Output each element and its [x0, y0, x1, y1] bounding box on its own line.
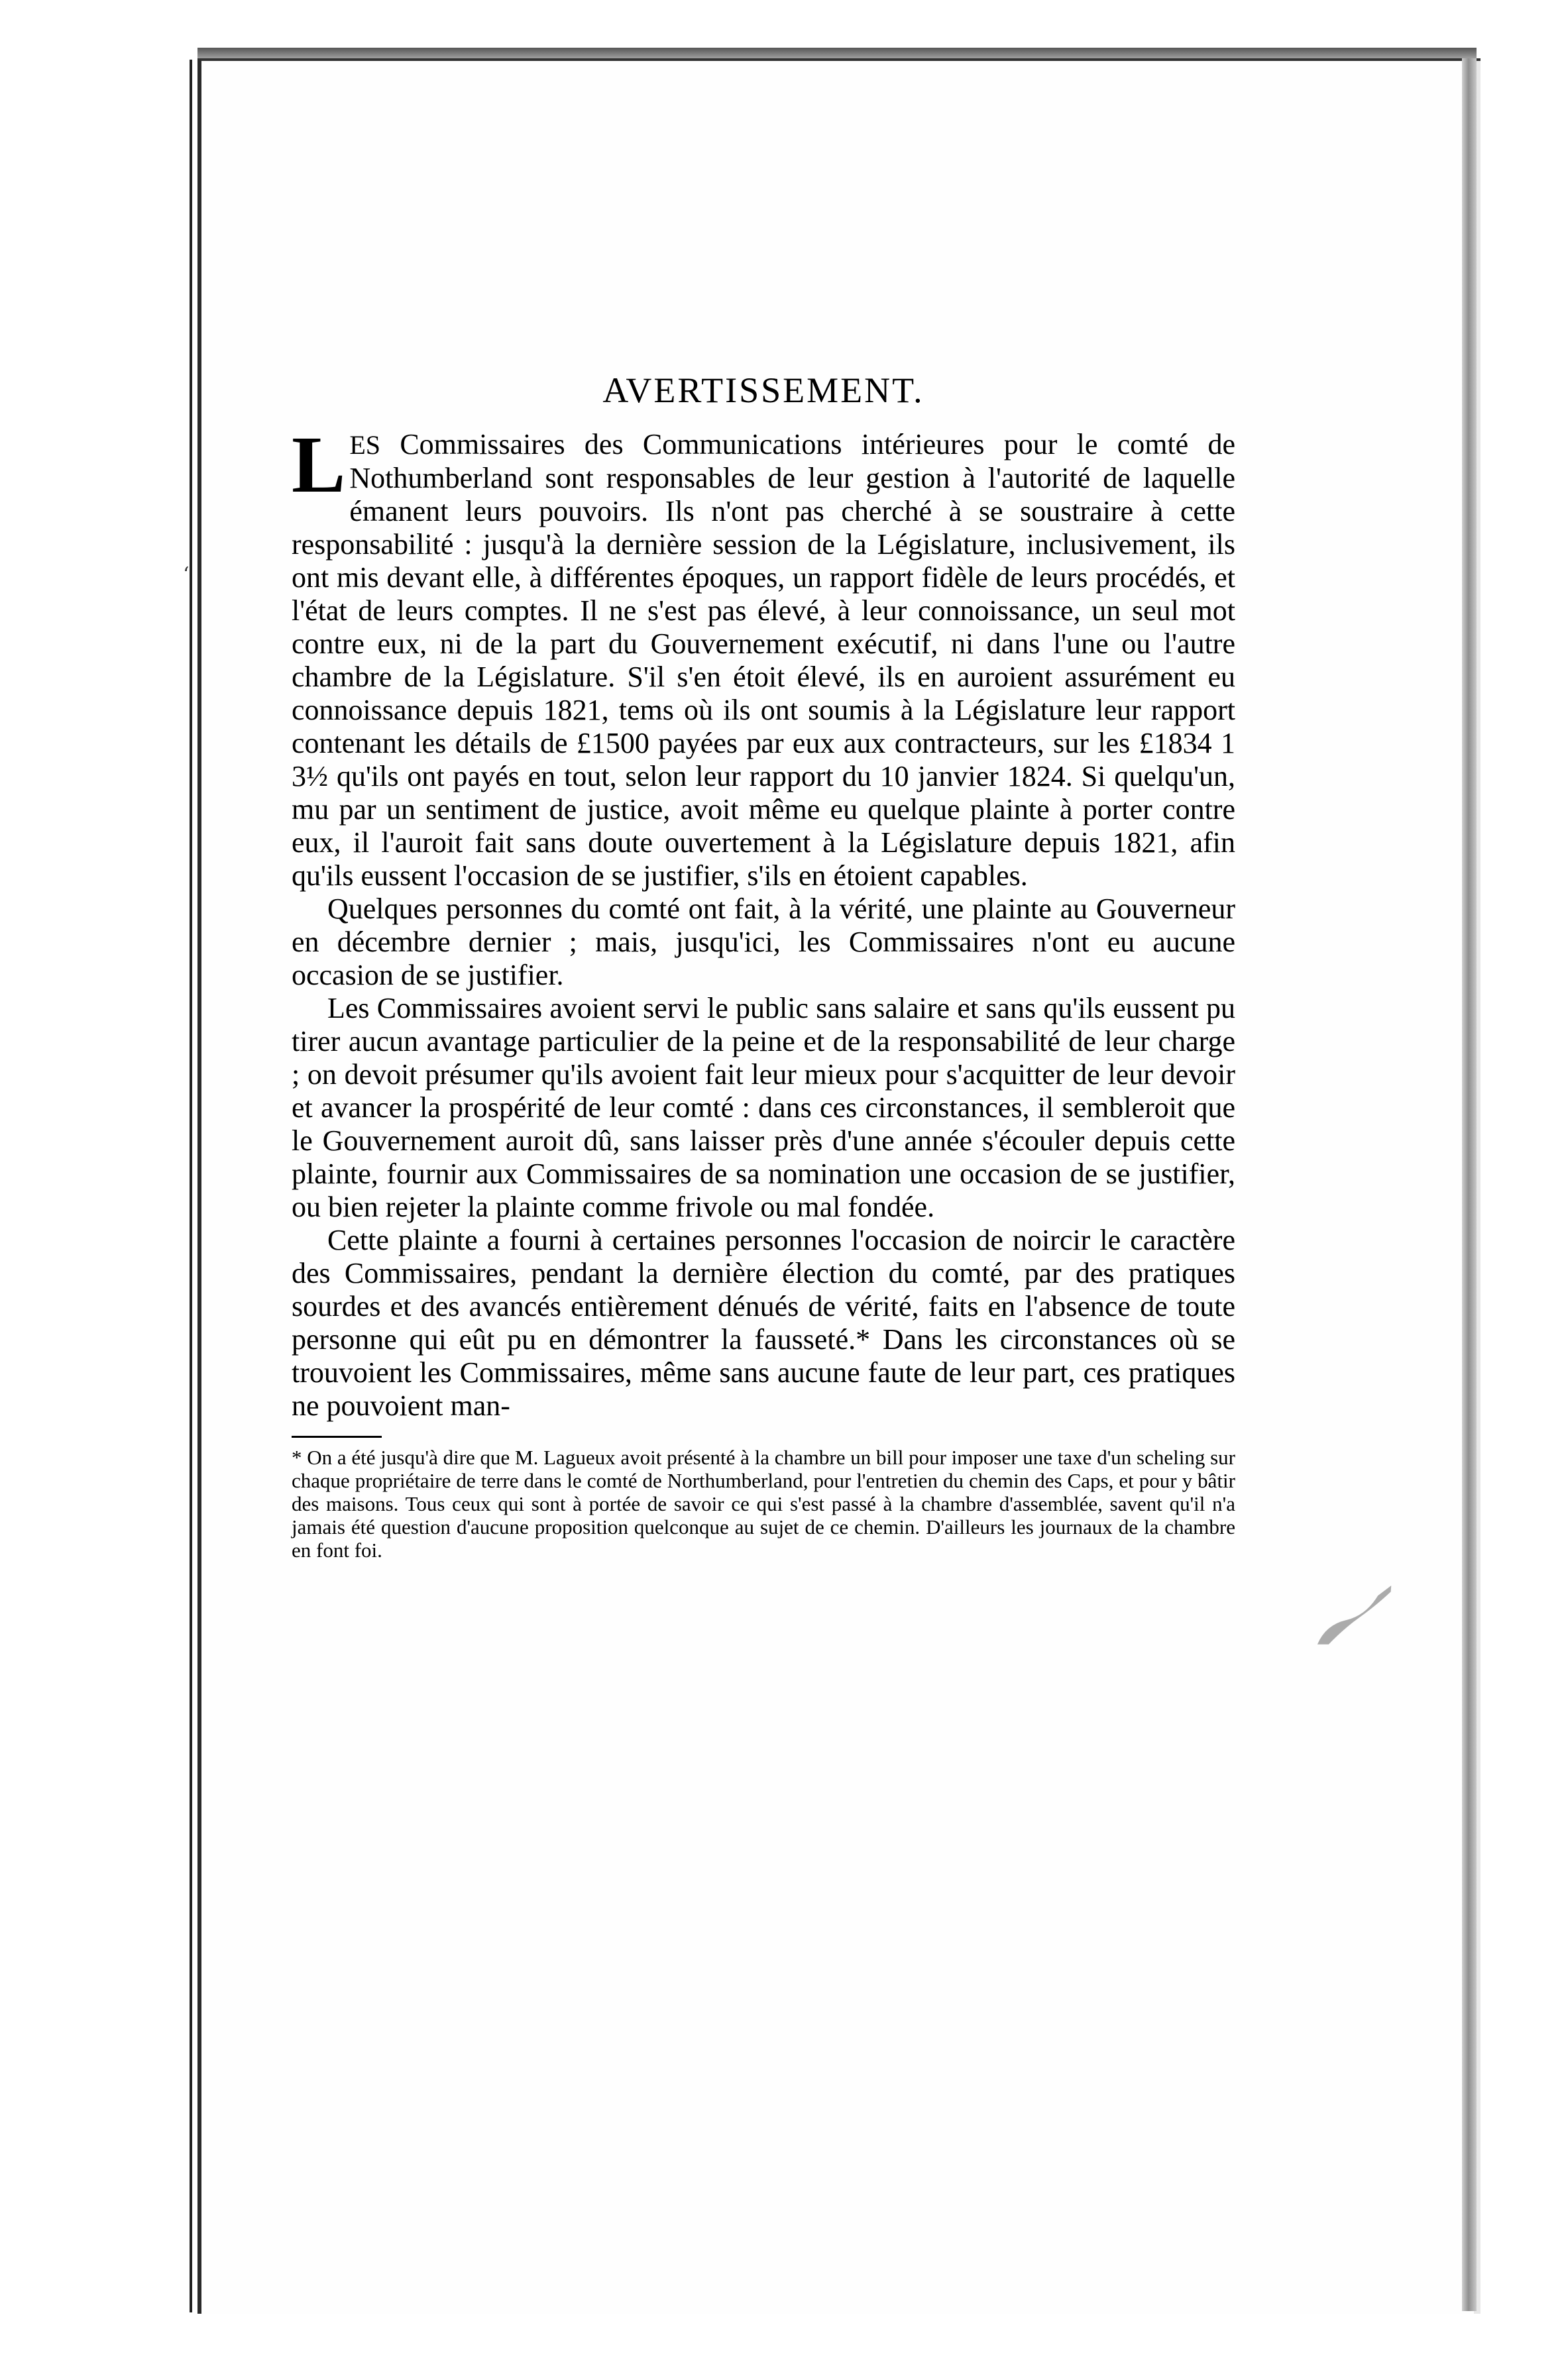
page-right-edge [1462, 58, 1477, 2311]
margin-mark: ʻ [183, 563, 190, 586]
page-title: AVERTISSEMENT. [602, 370, 924, 410]
paragraph-3: Les Commissaires avoient servi le public sans salaire et sans qu'ils eussent pu tirer aucun avantage particulier de la peine et de la responsabilité de leur charge ; on devoit présumer qu'ils avoient fait leur mieux pour s'acquitter de leur devoir et avancer la prospérité de leur comté : dans ces circonstances, il sembleroit que le Gouvernement auroit dû, sans laisser près d'une année s'écouler depuis cette plainte, fournir aux Commissaires de sa nomination une occasion de se justifier, ou bien rejeter la plainte comme frivole ou mal fondée. [292, 992, 1235, 1223]
footnote: * On a été jusqu'à dire que M. Lagueux avoit présenté à la chambre un bill pour imposer une taxe d'un scheling sur chaque propriétaire de terre dans le comté de Northumberland, pour l'entretien du chemin des Caps, et pour y bâtir des maisons. Tous ceux qui sont à portée de savoir ce qui s'est passé à la chambre d'assemblée, savent qu'il n'a jamais été question d'aucune proposition quelconque au sujet de ce chemin. D'ailleurs les journaux de la chambre en font foi. [292, 1446, 1235, 1562]
paragraph-1-caps: ES [349, 430, 381, 460]
paragraph-1 [292, 420, 1235, 892]
paragraph-4: Cette plainte a fourni à certaines personnes l'occasion de noircir le caractère des Commissaires, pendant la dernière élection du comté, par des pratiques sourdes et des avancés entièrement dénués de vérité, faits en l'absence de toute personne qui eût pu en démontrer la fausseté.* Dans les circonstances où se trouvoient les Commissaires, même sans aucune faute de leur part, ces pratiques ne pouvoient man- [292, 1224, 1235, 1422]
paragraph-1-text: Commissaires des Communications intérieures pour le comté de Nothumberland sont responsables de leur gestion à l'autorité de laquelle émanent leurs pouvoirs. Ils n'ont pas cherché à se soustraire à cette responsabilité : jusqu'à la dernière session de la Législature, inclusivement, ils ont mis devant elle, à différentes époques, un rapport fidèle de leurs procédés, et l'état de leurs comptes. Il ne s'est pas élevé, à leur connoissance, un seul mot contre eux, ni de la part du Gouvernement exécutif, ni dans l'une ou l'autre chambre de la Législature. S'il s'en étoit élevé, ils en auroient assurément eu connoissance depuis 1821, tems où ils ont soumis à la Législature leur rapport contenant les détails de £1500 payées par eux aux contracteurs, sur les £1834 1 3½ qu'ils ont payés en tout, selon leur rapport du 10 janvier 1824. Si quelqu'un, mu par un sentiment de justice, avoit même eu quelque plainte à porter contre eux, il l'auroit fait sans doute ouvertement à la Législature depuis 1821, afin qu'ils eussent l'occasion de se justifier, s'ils en étoient capables. [292, 428, 1235, 892]
drop-capital: L [292, 420, 346, 510]
page-content [292, 370, 1235, 1562]
binding-edge [190, 60, 192, 2312]
footnote-rule [292, 1436, 382, 1438]
body-text [292, 420, 1235, 1423]
paragraph-2: Quelques personnes du comté ont fait, à la vérité, une plainte au Gouverneur en décembre dernier ; mais, jusqu'ici, les Commissaires n'ont eu aucune occasion de se justifier. [292, 892, 1235, 991]
